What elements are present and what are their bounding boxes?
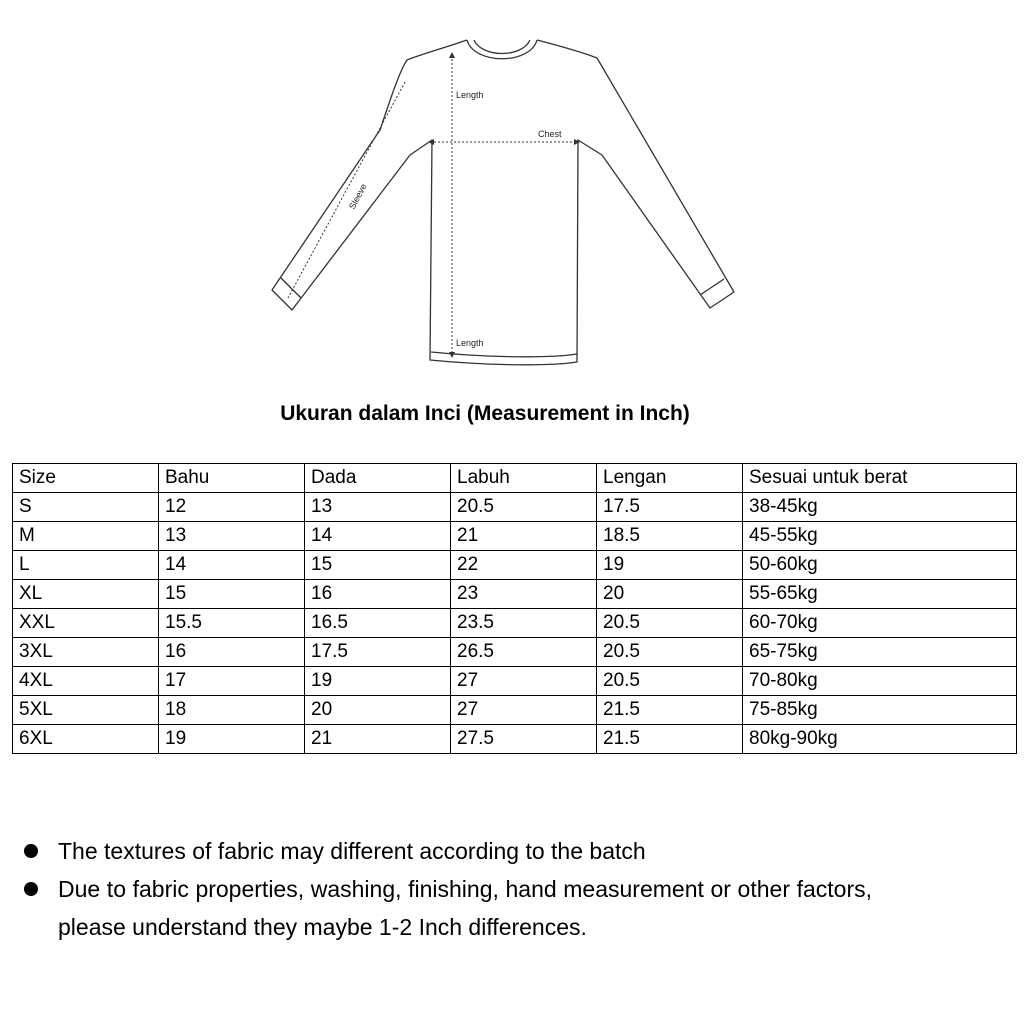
- table-cell: 13: [159, 522, 305, 551]
- note-text: Due to fabric properties, washing, finishing, hand measurement or other factors, please understand they maybe 1-2 Inch differences.: [58, 876, 872, 940]
- shirt-collar: [467, 40, 537, 59]
- table-cell: 16.5: [305, 609, 451, 638]
- table-cell: 70-80kg: [743, 667, 1017, 696]
- table-cell: 16: [305, 580, 451, 609]
- table-cell: 21: [451, 522, 597, 551]
- table-cell: 14: [305, 522, 451, 551]
- table-cell: 65-75kg: [743, 638, 1017, 667]
- table-cell: S: [13, 493, 159, 522]
- length-label-bottom: Length: [456, 338, 484, 348]
- shirt-outline: [272, 40, 734, 365]
- table-cell: 21.5: [597, 696, 743, 725]
- length-label-top: Length: [456, 90, 484, 100]
- header-weight: Sesuai untuk berat: [743, 464, 1017, 493]
- note-item: [20, 870, 872, 946]
- table-cell: 21: [305, 725, 451, 754]
- table-cell: 16: [159, 638, 305, 667]
- table-row: [13, 667, 1017, 696]
- table-cell: 6XL: [13, 725, 159, 754]
- bullet-icon: [24, 882, 38, 896]
- table-header-row: [13, 464, 1017, 493]
- table-cell: XL: [13, 580, 159, 609]
- table-cell: 27: [451, 667, 597, 696]
- table-cell: 45-55kg: [743, 522, 1017, 551]
- table-cell: 27: [451, 696, 597, 725]
- table-cell: 80kg-90kg: [743, 725, 1017, 754]
- table-cell: 20.5: [597, 667, 743, 696]
- table-cell: 20.5: [451, 493, 597, 522]
- table-cell: 27.5: [451, 725, 597, 754]
- table-cell: 15: [159, 580, 305, 609]
- table-row: [13, 580, 1017, 609]
- table-cell: L: [13, 551, 159, 580]
- table-cell: 17: [159, 667, 305, 696]
- table-cell: 38-45kg: [743, 493, 1017, 522]
- table-cell: 19: [159, 725, 305, 754]
- table-cell: 20: [305, 696, 451, 725]
- table-row: [13, 551, 1017, 580]
- table-cell: 75-85kg: [743, 696, 1017, 725]
- sleeve-label: Sleeve: [346, 181, 369, 211]
- table-cell: 20.5: [597, 609, 743, 638]
- header-lengan: Lengan: [597, 464, 743, 493]
- table-cell: 3XL: [13, 638, 159, 667]
- table-cell: 13: [305, 493, 451, 522]
- table-cell: 21.5: [597, 725, 743, 754]
- note-text: The textures of fabric may different according to the batch: [58, 838, 646, 864]
- table-cell: 19: [597, 551, 743, 580]
- shirt-diagram: [262, 30, 742, 375]
- header-dada: Dada: [305, 464, 451, 493]
- notes-list: [20, 832, 872, 946]
- table-cell: 17.5: [597, 493, 743, 522]
- table-cell: 12: [159, 493, 305, 522]
- table-cell: 5XL: [13, 696, 159, 725]
- sleeve-measure-line: [288, 82, 405, 298]
- table-cell: 23: [451, 580, 597, 609]
- table-cell: 19: [305, 667, 451, 696]
- table-cell: 18.5: [597, 522, 743, 551]
- size-chart-table: [12, 463, 1017, 754]
- header-size: Size: [13, 464, 159, 493]
- table-row: [13, 696, 1017, 725]
- table-cell: 14: [159, 551, 305, 580]
- table-row: [13, 522, 1017, 551]
- bullet-icon: [24, 844, 38, 858]
- table-cell: 20: [597, 580, 743, 609]
- table-row: [13, 725, 1017, 754]
- table-cell: 23.5: [451, 609, 597, 638]
- header-labuh: Labuh: [451, 464, 597, 493]
- table-cell: 4XL: [13, 667, 159, 696]
- table-cell: 15.5: [159, 609, 305, 638]
- table-cell: 26.5: [451, 638, 597, 667]
- table-row: [13, 609, 1017, 638]
- table-cell: M: [13, 522, 159, 551]
- table-row: [13, 638, 1017, 667]
- table-row: [13, 493, 1017, 522]
- note-item: [20, 832, 872, 870]
- page-title: Ukuran dalam Inci (Measurement in Inch): [280, 402, 690, 425]
- table-cell: 60-70kg: [743, 609, 1017, 638]
- table-cell: 50-60kg: [743, 551, 1017, 580]
- table-cell: 18: [159, 696, 305, 725]
- chest-label: Chest: [538, 129, 562, 139]
- table-cell: 17.5: [305, 638, 451, 667]
- header-bahu: Bahu: [159, 464, 305, 493]
- table-cell: XXL: [13, 609, 159, 638]
- table-cell: 55-65kg: [743, 580, 1017, 609]
- table-cell: 15: [305, 551, 451, 580]
- table-cell: 22: [451, 551, 597, 580]
- table-cell: 20.5: [597, 638, 743, 667]
